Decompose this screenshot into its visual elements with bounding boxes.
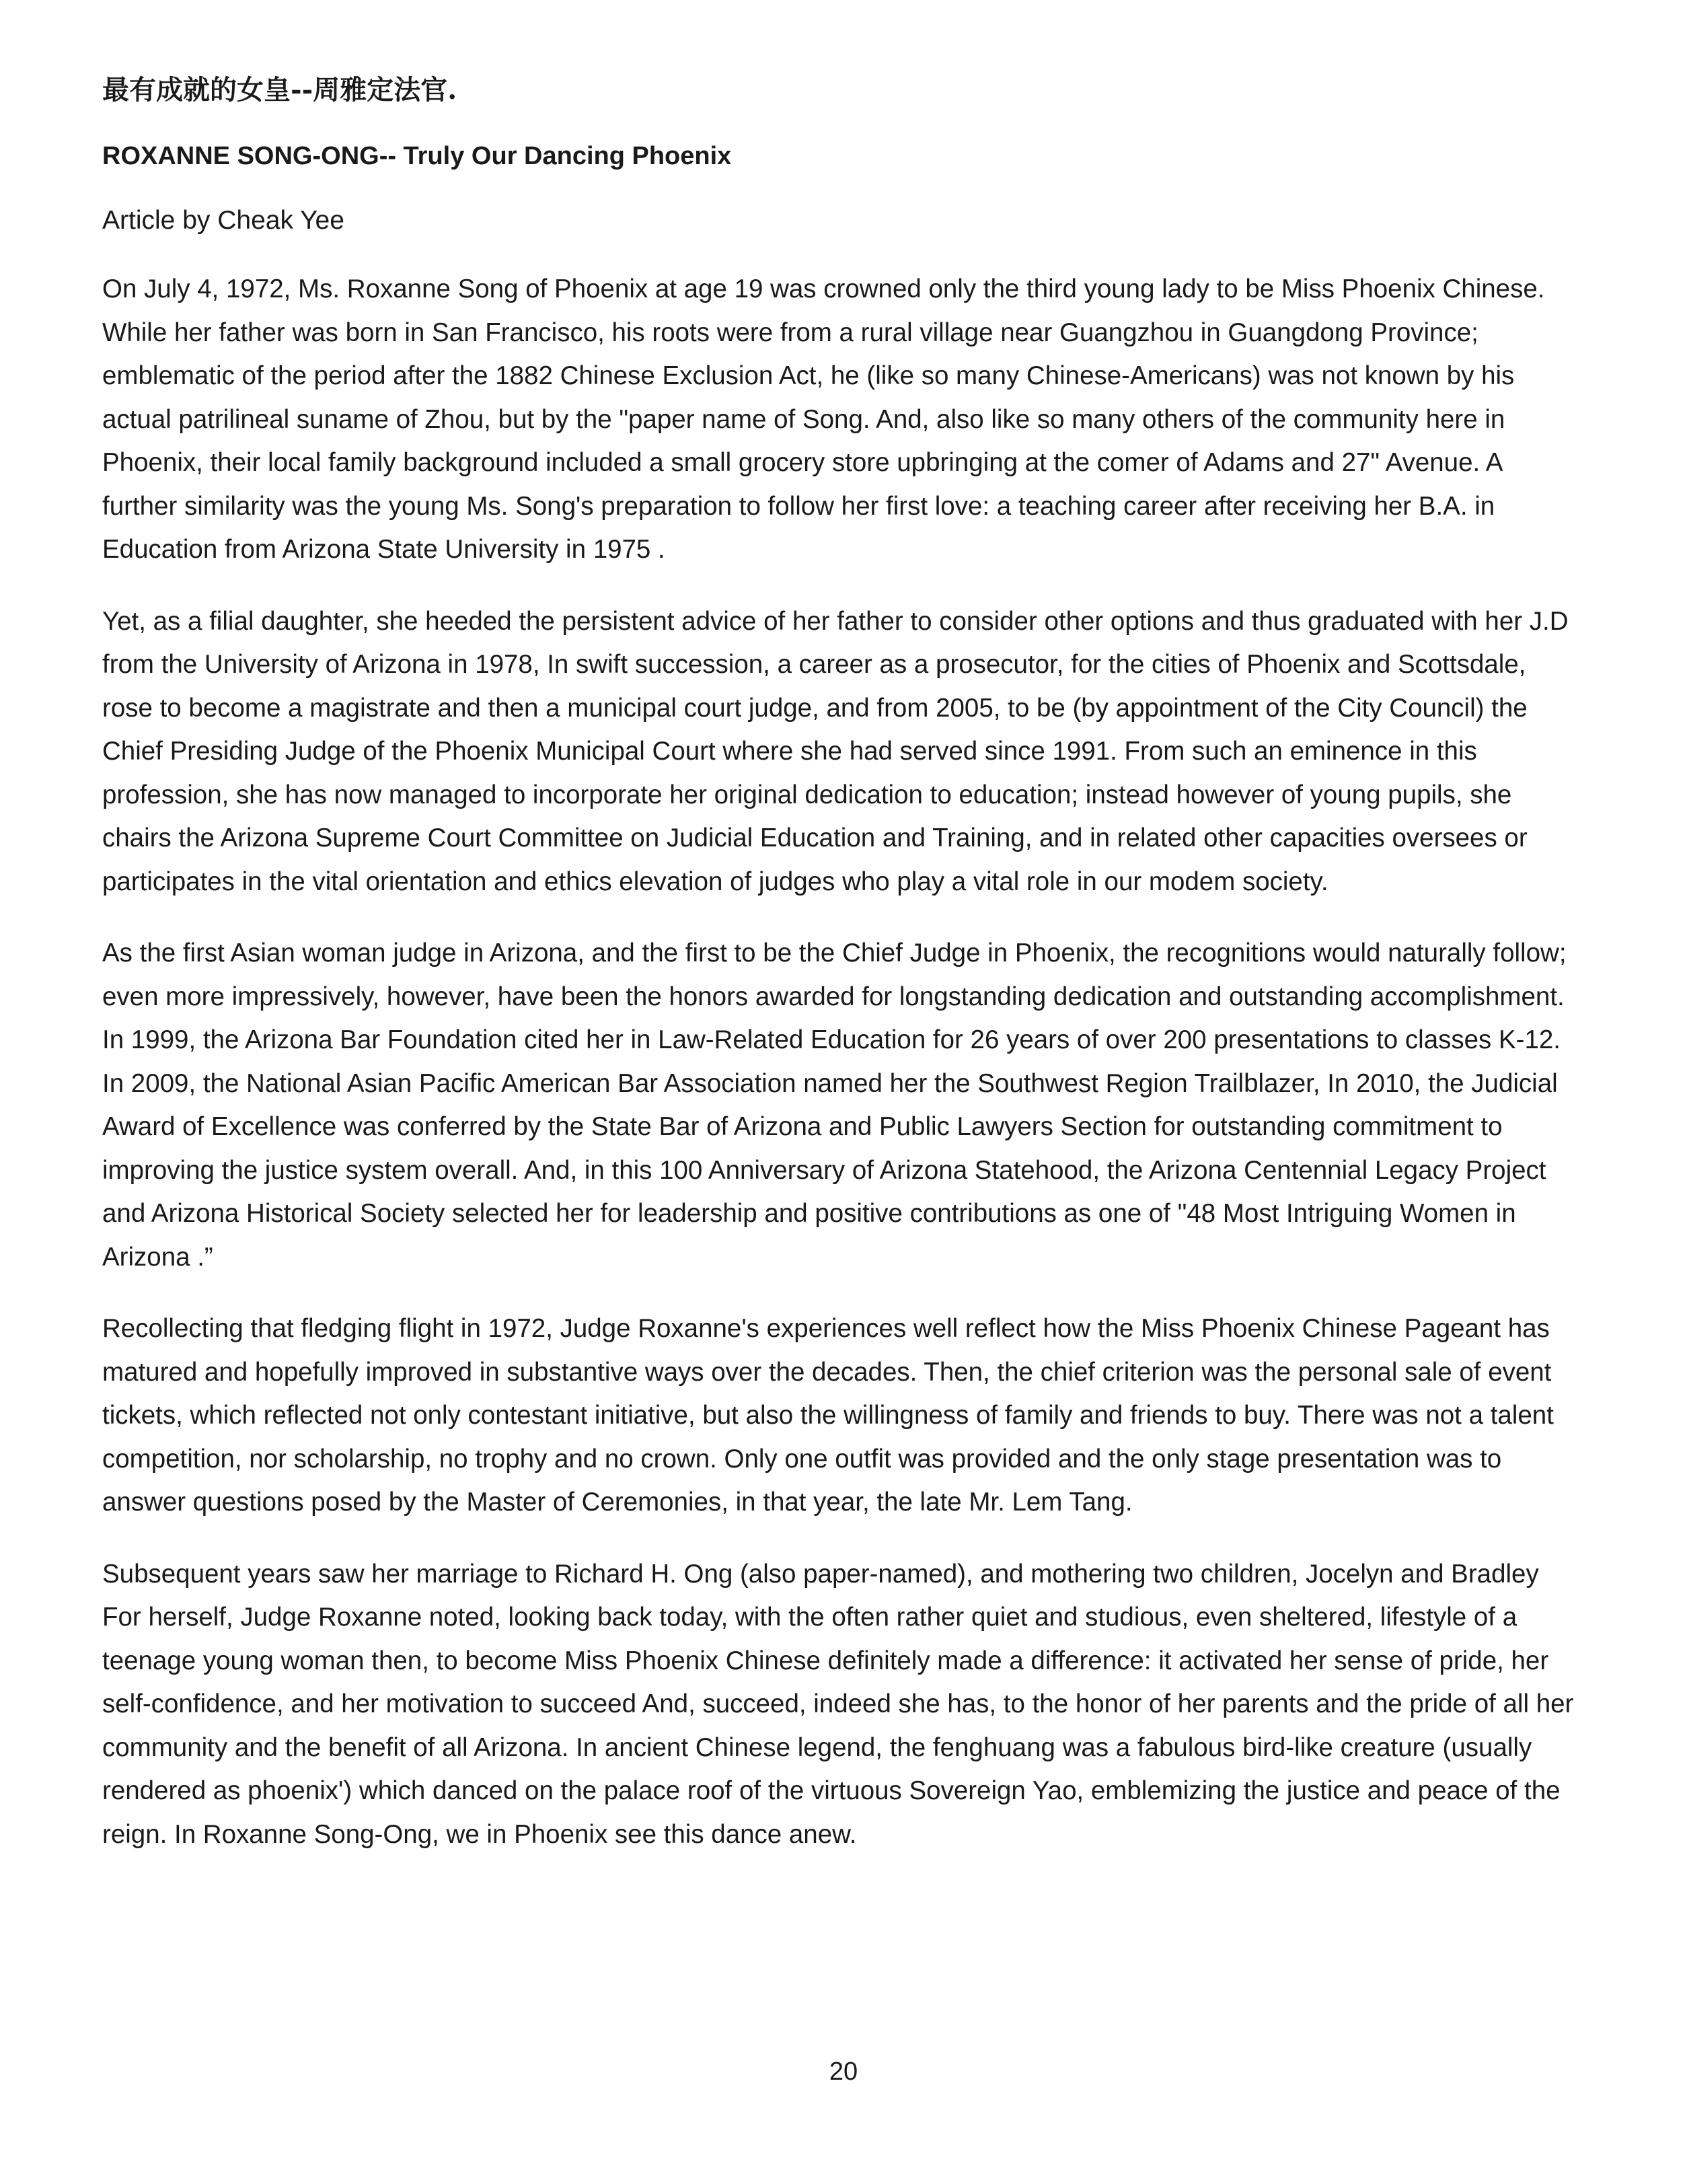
paragraph-4: Recollecting that fledging flight in 1972, Judge Roxanne's experiences well reflect how the Miss Phoenix Chinese Pageant has matured and hopefully improved in substantive ways over the decades. Then, the chief criterion was the personal sale of event tickets, which reflected not only contestant initiative, but also the willingness of family and friends to buy. There was not a talent competition, nor scholarship, no trophy and no crown. Only one outfit was provided and the only stage presentation was to answer questions posed by the Master of Ceremonies, in that year, the late Mr. Lem Tang. [102,1314,1554,1517]
paragraph-3: As the first Asian woman judge in Arizona, and the first to be the Chief Judge in Phoenix, the recognitions would naturally follow; even more impressively, however, have been the honors awarded for longstanding dedication and outstanding accomplishment. In 1999, the Arizona Bar Foundation cited her in Law-Related Education for 26 years of over 200 presentations to classes K-12. In 2009, the National Asian Pacific American Bar Association named her the Southwest Region Trailblazer, In 2010, the Judicial Award of Excellence was conferred by the State Bar of Arizona and Public Lawyers Section for outstanding commitment to improving the justice system overall. And, in this 100 Anniversary of Arizona Statehood, the Arizona Centennial Legacy Project and Arizona Historical Society selected her for leadership and positive contributions as one of "48 Most Intriguing Women in Arizona .” [102,939,1567,1272]
paragraph-1: On July 4, 1972, Ms. Roxanne Song of Phoenix at age 19 was crowned only the third young lady to be Miss Phoenix Chinese. While her father was born in San Francisco, his roots were from a rural village near Guangzhou in Guangdong Province; emblematic of the period after the 1882 Chinese Exclusion Act, he (like so many Chinese-Americans) was not known by his actual patrilineal suname of Zhou, but by the "paper name of Song. And, also like so many others of the community here in Phoenix, their local family background included a small grocery store upbringing at the comer of Adams and 27" Avenue. A further similarity was the young Ms. Song's preparation to follow her first love: a teaching career after receiving her B.A. in Education from Arizona State University in 1975 . [102,275,1545,564]
chinese-title: 最有成就的女皇--周雅定法官. [102,74,457,106]
page-number: 20 [829,2058,858,2086]
article-body [102,70,1582,1885]
byline: Article by Cheak Yee [102,206,344,235]
paragraph-5: Subsequent years saw her marriage to Richard H. Ong (also paper-named), and mothering two children, Jocelyn and Bradley For herself, Judge Roxanne noted, looking back today, with the often rather quiet and studious, even sheltered, lifestyle of a teenage young woman then, to become Miss Phoenix Chinese definitely made a difference: it activated her sense of pride, her self-confidence, and her motivation to succeed And, succeed, indeed she has, to the honor of her parents and the pride of all her community and the benefit of all Arizona. In ancient Chinese legend, the fenghuang was a fabulous bird-like creature (usually rendered as phoenix') which danced on the palace roof of the virtuous Sovereign Yao, emblemizing the justice and peace of the reign. In Roxanne Song-Ong, we in Phoenix see this dance anew. [102,1559,1574,1849]
article-title: ROXANNE SONG-ONG-- Truly Our Dancing Phoenix [102,142,732,170]
paragraph-2: Yet, as a filial daughter, she heeded the persistent advice of her father to consider other options and thus graduated with her J.D from the University of Arizona in 1978, In swift succession, a career as a prosecutor, for the cities of Phoenix and Scottsdale, rose to become a magistrate and then a municipal court judge, and from 2005, to be (by appointment of the City Council) the Chief Presiding Judge of the Phoenix Municipal Court where she had served since 1991. From such an eminence in this profession, she has now managed to incorporate her original dedication to education; instead however of young pupils, she chairs the Arizona Supreme Court Committee on Judicial Education and Training, and in related other capacities oversees or participates in the vital orientation and ethics elevation of judges who play a vital role in our modem society. [102,606,1569,896]
